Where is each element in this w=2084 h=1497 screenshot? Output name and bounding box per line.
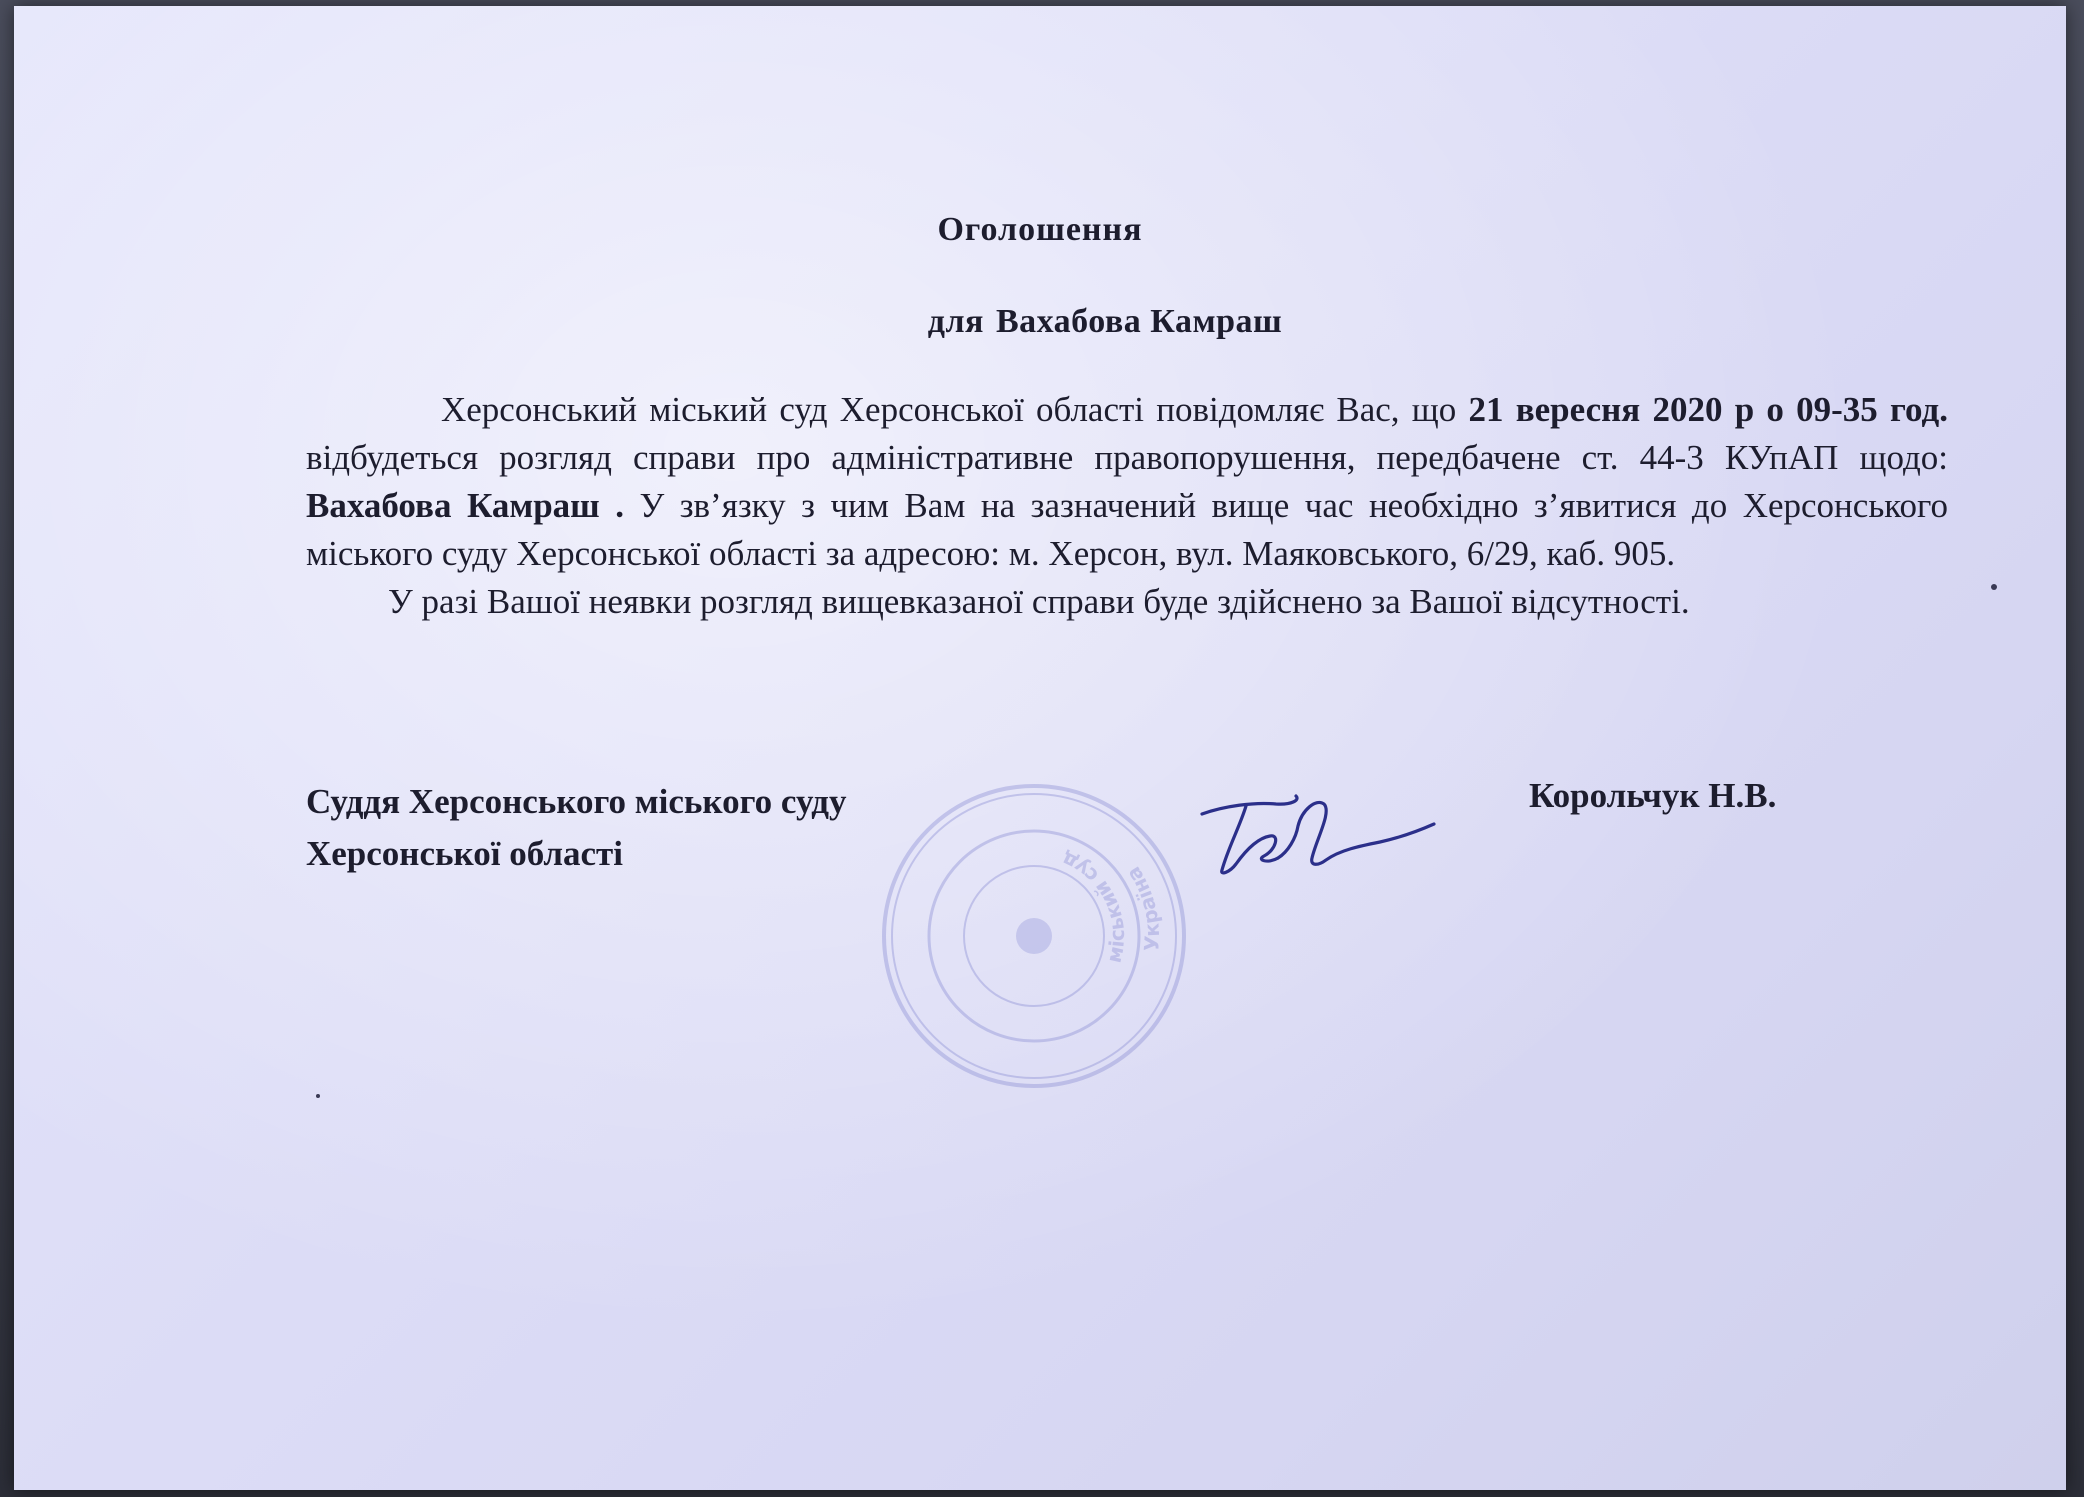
- judge-position-line-1: Суддя Херсонського міського суду: [306, 782, 847, 821]
- defendant-name: Вахабова Камраш .: [306, 486, 624, 525]
- document-subtitle: [144, 303, 2066, 341]
- judge-position: [306, 776, 846, 880]
- notice-body: [306, 386, 1948, 626]
- stamp-text-inner: міський суд: [1057, 846, 1130, 965]
- court-stamp: [874, 776, 1194, 1096]
- svg-text:міський суд: [1057, 847, 1129, 965]
- p1-text-c: У зв’язку з чим Вам на зазначений вище час необхідно з’явитися до Херсонського міського суду Херсонської області за адресою: м. Херсон, вул. Маяковського, 6/29, каб. 905.: [306, 486, 1948, 573]
- hearing-datetime: 21 вересня 2020 р о 09-35 год.: [1468, 390, 1948, 429]
- notice-paragraph-2: У разі Вашої неявки розгляд вищевказаної справи буде здійснено за Вашої відсутності.: [388, 582, 1690, 621]
- judge-position-line-2: Херсонської області: [306, 834, 623, 873]
- document-page: [14, 6, 2066, 1490]
- handwritten-signature: [1184, 776, 1444, 886]
- p1-text-a: Херсонський міський суд Херсонської області повідомляє Вас, що: [441, 390, 1469, 429]
- subtitle-name: Вахабова Камраш: [995, 303, 1283, 340]
- ink-speck-1: [1991, 584, 1997, 590]
- document-title: Оголошення: [937, 211, 1143, 248]
- subtitle-prefix: для: [927, 303, 984, 340]
- stamp-text-outer: Україна: [1120, 862, 1165, 952]
- p1-text-b: відбудеться розгляд справи про адміністративне правопорушення, передбачене ст. 44-3 КУпАП щодо:: [306, 438, 1948, 477]
- notice-paragraph-1: [306, 386, 1948, 578]
- judge-name: Корольчук Н.В.: [1529, 776, 1777, 815]
- ink-speck-2: [316, 1094, 320, 1098]
